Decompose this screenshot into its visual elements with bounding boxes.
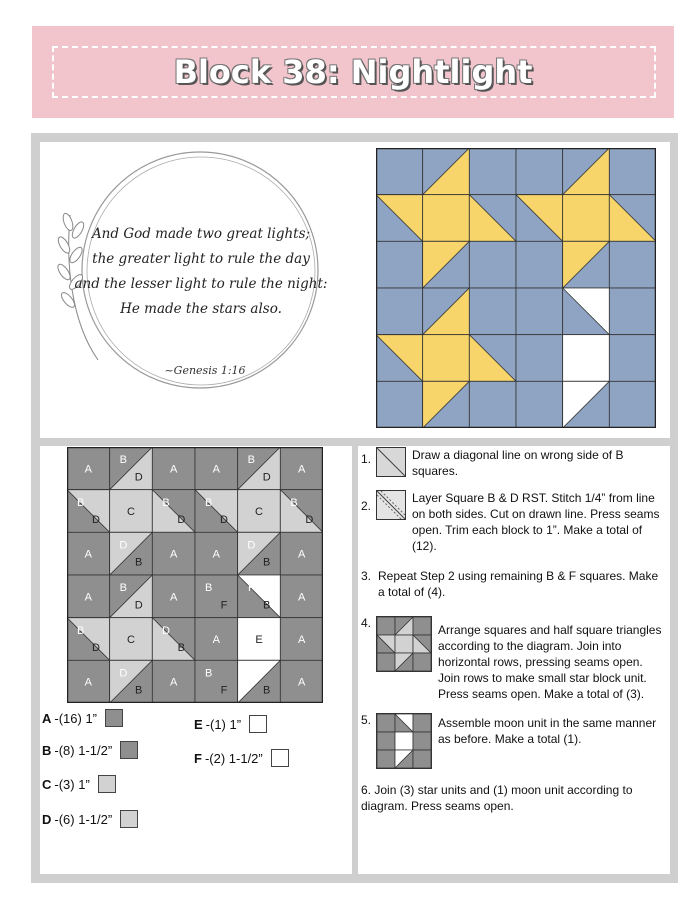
blue-square (469, 288, 516, 335)
layer-squares-icon (376, 490, 406, 520)
hst-diagonal-icon (376, 447, 406, 477)
blue-square (609, 148, 656, 195)
patch-label: A (212, 548, 221, 561)
dark-gray-swatch (120, 741, 138, 759)
blue-square (376, 148, 423, 195)
step-number: 3. (361, 569, 372, 583)
diagram-square (195, 575, 238, 618)
patch-label: D (119, 667, 128, 680)
patch-label: D (247, 539, 256, 552)
white-swatch (271, 749, 289, 767)
moon-unit-icon (376, 713, 432, 769)
blue-square (609, 241, 656, 288)
white-square (563, 335, 610, 382)
patch-label: F (220, 599, 228, 612)
yellow-square (563, 195, 610, 242)
patch-label: C (127, 506, 135, 518)
patch-label: F (220, 684, 228, 697)
blue-square (469, 241, 516, 288)
page-title: Block 38: Nightlight (173, 53, 533, 91)
diagram-square (195, 660, 238, 703)
verse-line: And God made two great lights; (91, 226, 311, 242)
blue-square (516, 381, 563, 428)
step-number: 6. (361, 783, 372, 797)
blue-square (376, 241, 423, 288)
patch-label: A (297, 676, 306, 689)
mini-square (377, 732, 395, 750)
patch-label: D (305, 513, 314, 526)
verse-line: and the lesser light to rule the night: (74, 276, 328, 292)
legend-item-f: F -(2) 1-1/2” (194, 749, 289, 767)
blue-square (376, 381, 423, 428)
legend-item-b: B -(8) 1-1/2” (42, 741, 138, 759)
patch-label: F (247, 582, 255, 595)
legend-item-e: E -(1) 1” (194, 715, 267, 733)
patch-label: B (119, 454, 127, 467)
mini-square (413, 732, 431, 750)
blue-square (609, 335, 656, 382)
mini-square (377, 750, 395, 768)
blue-square (609, 381, 656, 428)
blue-square (609, 288, 656, 335)
patch-label: F (247, 667, 255, 680)
patch-label: D (119, 539, 128, 552)
patch-label: A (84, 676, 93, 689)
verse-line: the greater light to rule the day (92, 251, 310, 267)
patch-label: B (290, 496, 298, 509)
patch-label: B (76, 496, 85, 509)
patch-label: B (119, 582, 127, 595)
patch-label: A (169, 463, 178, 476)
mini-square (377, 653, 395, 671)
mini-square (395, 635, 413, 653)
patch-label: B (162, 496, 170, 509)
mini-square (377, 714, 395, 732)
step-6-text: 6. Join (3) star units and (1) moon unit according to diagram. Press seams open. (361, 783, 633, 813)
legend-item-a: A -(16) 1” (42, 709, 123, 727)
step-4-text: Arrange squares and half square triangles according to the diagram. Join into horizontal rows, pressing seams open. Join rows to make small star block unit. Press seams open. Make a total of (3). (438, 623, 662, 701)
patch-label: C (127, 634, 135, 646)
step-number: 2. (361, 499, 372, 513)
patch-label: A (297, 591, 306, 604)
patch-label: B (263, 599, 271, 612)
patch-label: C (255, 506, 263, 518)
patch-label: A (297, 463, 306, 476)
patch-label: A (212, 634, 221, 646)
patch-label: B (135, 684, 143, 697)
step-3-text: Repeat Step 2 using remaining B & F squares. Make a total of (4). (378, 569, 659, 599)
patch-label: B (247, 454, 255, 467)
patch-label: B (76, 624, 85, 637)
blue-square (516, 148, 563, 195)
step-5-text: Assemble moon unit in the same manner as before. Make a total (1). (438, 716, 657, 746)
mini-square (413, 617, 431, 635)
light-gray-swatch (120, 810, 138, 828)
patch-label: A (169, 548, 178, 561)
step-number: 4. (361, 616, 372, 630)
step-number: 1. (361, 452, 372, 466)
patch-label: D (134, 599, 143, 612)
patch-label: B (263, 684, 271, 697)
yellow-square (423, 335, 470, 382)
patch-label: D (177, 513, 186, 526)
patch-label: E (255, 634, 263, 646)
white-swatch (249, 715, 267, 733)
dark-gray-swatch (105, 709, 123, 727)
mini-square (413, 714, 431, 732)
quilt-block-color (376, 148, 656, 428)
patch-label: D (220, 513, 228, 526)
patch-label: B (177, 641, 186, 654)
patch-label: A (169, 676, 178, 689)
patch-label: A (84, 591, 93, 604)
patch-label: A (297, 548, 306, 561)
step-2-text: Layer Square B & D RST. Stitch 1/4” from line on both sides. Cut on drawn line. Press seams open. Trim each block to 1”. Make a total of (12). (412, 491, 660, 553)
blue-square (516, 288, 563, 335)
patch-label: B (204, 582, 213, 595)
patch-label: D (92, 641, 100, 654)
legend-item-d: D -(6) 1-1/2” (42, 810, 138, 828)
step-number: 5. (361, 713, 372, 727)
mini-square (413, 653, 431, 671)
verse-line: He made the stars also. (120, 301, 282, 317)
verse-reference: ~Genesis 1:16 (164, 364, 246, 377)
mini-square (395, 732, 413, 750)
patch-label: A (84, 463, 93, 476)
blue-square (516, 241, 563, 288)
yellow-square (423, 195, 470, 242)
mini-square (377, 617, 395, 635)
blue-square (469, 381, 516, 428)
light-gray-swatch (98, 775, 116, 793)
step-1-text: Draw a diagonal line on wrong side of B squares. (412, 448, 624, 478)
blue-square (516, 335, 563, 382)
patch-label: A (84, 548, 93, 561)
blue-square (469, 148, 516, 195)
patch-label: B (135, 556, 143, 569)
patch-label: D (162, 624, 170, 637)
patch-label: A (169, 591, 178, 604)
mini-square (413, 750, 431, 768)
patch-label: B (204, 496, 213, 509)
patch-label: D (262, 471, 271, 484)
patch-label: D (134, 471, 143, 484)
patch-label: A (297, 634, 306, 646)
patch-label: A (212, 463, 221, 476)
blue-square (376, 288, 423, 335)
title-banner (32, 26, 674, 118)
verse-text (66, 222, 336, 322)
patch-label: B (263, 556, 271, 569)
patch-label: B (204, 667, 213, 680)
star-unit-icon (376, 616, 432, 672)
legend-item-c: C -(3) 1” (42, 775, 116, 793)
quilt-diagram-lettered (67, 447, 323, 703)
patch-label: D (92, 513, 100, 526)
